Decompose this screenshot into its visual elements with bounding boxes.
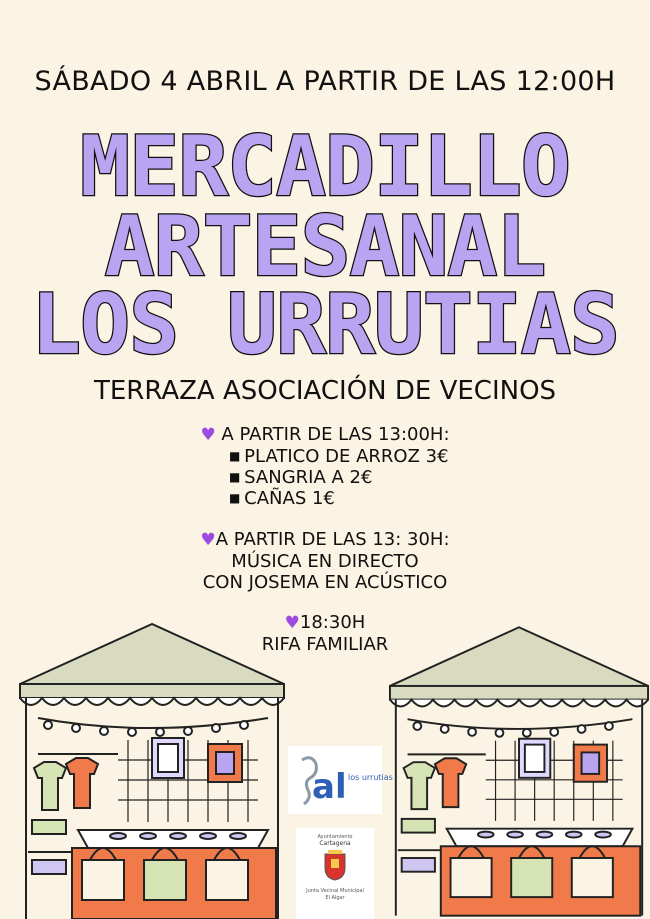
title-line-1: MERCADILLO [80,118,570,215]
council-logo-line: El Algar [325,895,345,901]
seahorse-icon [288,746,393,814]
schedule-line: MÚSICA EN DIRECTO [231,551,419,572]
council-logo-line: Cartagena [319,840,351,847]
event-date: SÁBADO 4 ABRIL A PARTIR DE LAS 12:00H [34,66,616,97]
menu-list [229,446,449,509]
menu-item: ■ SANGRIA A 2€ [229,467,449,488]
market-stall-illustration-left [18,622,286,919]
council-logo-line: Ayuntamiento [317,834,353,840]
schedule-line: RIFA FAMILIAR [261,634,389,655]
coat-of-arms-icon [323,850,347,880]
venue-text: TERRAZA ASOCIACIÓN DE VECINOS [93,376,557,406]
schedule-block-2 [0,529,650,593]
purple-heart-icon: ♥ [284,613,300,633]
schedule-block-1 [0,424,650,446]
title-line-2: ARTESANAL [104,198,546,295]
menu-item: ■ PLATICO DE ARROZ 3€ [229,446,449,467]
schedule-line: CON JOSEMA EN ACÚSTICO [202,572,448,593]
schedule-time-3: 18:30H [299,612,366,633]
council-logo-line: Junta Vecinal Municipal [306,888,364,894]
council-logo [296,828,374,919]
market-stall-illustration-right [388,622,650,919]
svg-text:al: al [312,767,347,807]
schedule-time-2: A PARTIR DE LAS 13: 30H: [215,529,450,550]
purple-heart-icon: ♥ [200,530,216,550]
title-line-3: LOS URRUTIAS [31,276,619,373]
association-logo [288,746,393,814]
svg-text:los urrutias: los urrutias [348,773,393,782]
menu-item: ■ CAÑAS 1€ [229,488,449,509]
schedule-time-1: A PARTIR DE LAS 13:00H: [221,424,450,445]
purple-heart-icon: ♥ [200,425,216,445]
